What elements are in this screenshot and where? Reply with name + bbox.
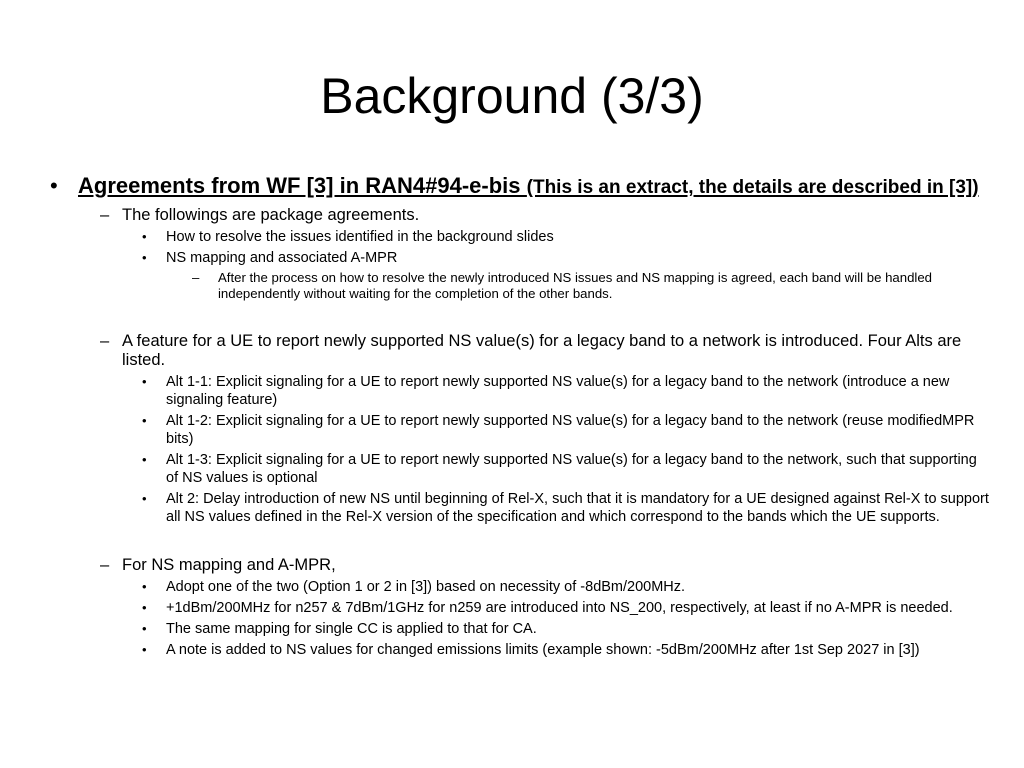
agreements-heading bbox=[50, 172, 990, 201]
mapping-subitem-text: Adopt one of the two (Option 1 or 2 in [3]) based on necessity of -8dBm/200MHz. bbox=[166, 579, 686, 595]
heading-main: Agreements from WF [3] in RAN4#94-e-bis bbox=[78, 173, 527, 198]
bullet-icon: • bbox=[50, 173, 58, 198]
agreements-heading-text bbox=[78, 173, 979, 198]
package-agreements bbox=[100, 206, 990, 225]
mapping-subitem-text: The same mapping for single CC is applied to that for CA. bbox=[166, 621, 537, 637]
slide-title: Background (3/3) bbox=[320, 68, 704, 124]
mapping-subitem bbox=[142, 641, 990, 659]
alt-item-text: Alt 1-1: Explicit signaling for a UE to report newly supported NS value(s) for a legacy band to the network (introduce a new signaling feature) bbox=[166, 374, 950, 408]
mapping-subitem-text: A note is added to NS values for changed emissions limits (example shown: -5dBm/200MHz after 1st Sep 2027 in [3]) bbox=[166, 642, 920, 658]
alt-item-text: Alt 1-2: Explicit signaling for a UE to report newly supported NS value(s) for a legacy band to the network (reuse modifiedMPR bits) bbox=[166, 413, 975, 447]
package-subitem bbox=[192, 270, 990, 302]
bullet-icon: • bbox=[142, 413, 147, 428]
bullet-icon: • bbox=[142, 621, 147, 636]
alt-item-text: Alt 1-3: Explicit signaling for a UE to report newly supported NS value(s) for a legacy band to the network, such that supporting of NS values is optional bbox=[166, 452, 977, 486]
package-subitem-text: After the process on how to resolve the newly introduced NS issues and NS mapping is agreed, each band will be handled independently without waiting for the completion of the other bands. bbox=[218, 270, 933, 301]
package-item-text: How to resolve the issues identified in the background slides bbox=[166, 229, 554, 245]
mapping-text: For NS mapping and A-MPR, bbox=[122, 556, 336, 574]
package-item bbox=[142, 249, 990, 267]
bullet-icon: • bbox=[142, 642, 147, 657]
alt-item-text: Alt 2: Delay introduction of new NS until beginning of Rel-X, such that it is mandatory for a UE designed against Rel-X to support all NS values defined in the Rel-X version of the specification and which correspond to the bands which the UE supports. bbox=[166, 491, 989, 525]
package-item bbox=[142, 228, 990, 246]
dash-icon: – bbox=[100, 332, 110, 350]
alt-item bbox=[142, 451, 990, 487]
dash-icon: – bbox=[100, 556, 110, 574]
bullet-icon: • bbox=[142, 452, 147, 467]
alt-item bbox=[142, 412, 990, 448]
dash-icon: – bbox=[192, 270, 200, 285]
mapping-subitem bbox=[142, 599, 990, 617]
bullet-icon: • bbox=[142, 250, 147, 265]
feature-item bbox=[100, 332, 990, 370]
bullet-icon: • bbox=[142, 229, 147, 244]
feature-text: A feature for a UE to report newly supported NS value(s) for a legacy band to a network is introduced. Four Alts are listed. bbox=[122, 332, 962, 369]
bullet-icon: • bbox=[142, 491, 147, 506]
bullet-icon: • bbox=[142, 600, 147, 615]
heading-note: (This is an extract, the details are described in [3]) bbox=[526, 177, 979, 198]
bullet-icon: • bbox=[142, 374, 147, 389]
mapping-subitem bbox=[142, 578, 990, 596]
alt-item bbox=[142, 490, 990, 526]
slide-content bbox=[50, 172, 990, 659]
mapping-subitem-text: +1dBm/200MHz for n257 & 7dBm/1GHz for n259 are introduced into NS_200, respectively, at least if no A-MPR is needed. bbox=[166, 600, 953, 616]
spacer bbox=[50, 302, 990, 327]
dash-icon: – bbox=[100, 206, 110, 224]
alt-item bbox=[142, 373, 990, 409]
package-item-text: NS mapping and associated A-MPR bbox=[166, 250, 398, 266]
spacer bbox=[50, 526, 990, 551]
mapping-subitem bbox=[142, 620, 990, 638]
package-agreements-text: The followings are package agreements. bbox=[122, 206, 420, 224]
bullet-icon: • bbox=[142, 579, 147, 594]
mapping-item bbox=[100, 556, 990, 575]
